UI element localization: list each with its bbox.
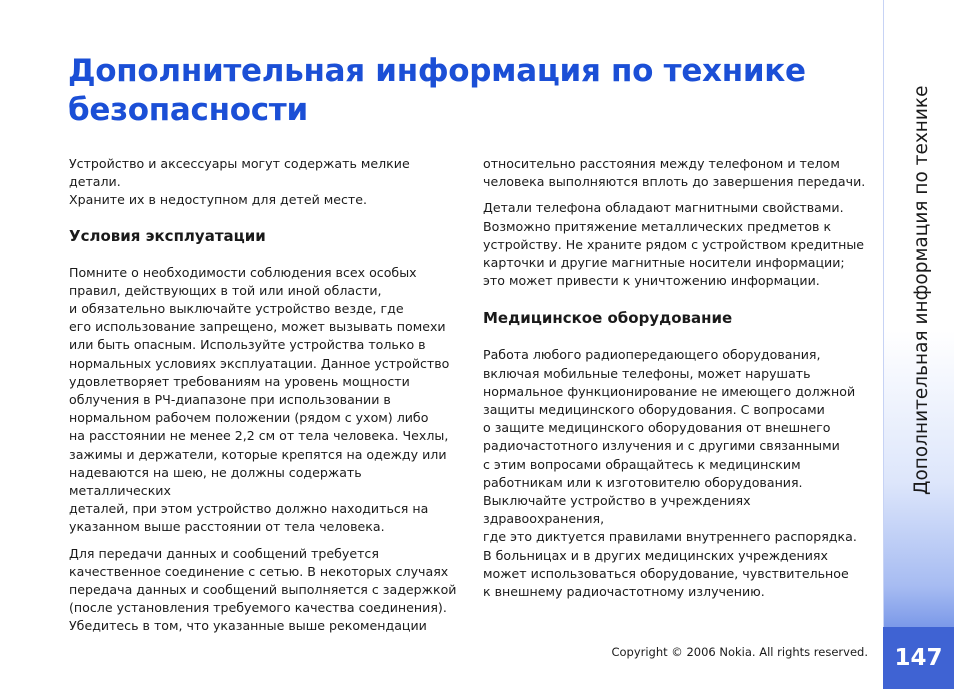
distance-continuation-paragraph: относительно расстояния между телефоном и телом человека выполняются вплоть до завершения передачи. bbox=[483, 156, 866, 190]
page-title-line-2: безопасности bbox=[68, 92, 308, 128]
operating-conditions-paragraph: Помните о необходимости соблюдения всех особых правил, действующих в той или иной области, и обязательно выключайте устройство везде, где его использование запрещено, может вызывать помехи или быть опасным. Используйте устройства только в нормальных условиях эксплуатации. Данное устройство удовлетворяет требованиям на уровень мощности облучения в РЧ-диапазоне при использовании в нормальном рабочем положении (рядом с ухом) либо на расстоянии не менее 2,2 см от тела человека. Чехлы, зажимы и держатели, которые крепятся на одежду или надеваются на шею, не должны содержать металлических деталей, при этом устройство должно находиться на указанном выше расстоянии от тела человека. bbox=[69, 264, 450, 535]
section-heading-operating-conditions: Условия эксплуатации bbox=[69, 226, 266, 245]
data-transfer-paragraph: Для передачи данных и сообщений требуется качественное соединение с сетью. В некоторых случаях передача данных и сообщений выполняется с задержкой (после установления требуемого качества соединения). Убедитесь в том, что указанные выше рекомендации bbox=[69, 545, 457, 634]
page-title bbox=[68, 52, 858, 130]
section-heading-medical-equipment: Медицинское оборудование bbox=[483, 309, 733, 328]
page-title-line-1: Дополнительная информация по технике bbox=[68, 53, 806, 89]
copyright-notice: Copyright © 2006 Nokia. All rights reserved. bbox=[611, 645, 868, 659]
right-column bbox=[483, 155, 867, 609]
medical-equipment-paragraph: Работа любого радиопередающего оборудования, включая мобильные телефоны, может нарушать нормальное функционирование не имеющего должной защиты медицинского оборудования. С вопросами о защите медицинского оборудования от внешнего радиочастотного излучения и с другими связанными с этим вопросами обращайтесь к медицинским работникам или к изготовителю оборудования. Выключайте устройство в учреждениях здравоохранения, где это диктуется правилами внутреннего распорядка. В больницах и в других медицинских учреждениях может использоваться оборудование, чувствительное к внешнему радиочастотному излучению. bbox=[483, 347, 857, 600]
magnetic-parts-paragraph: Детали телефона обладают магнитными свойствами. Возможно притяжение металлических предметов к устройству. Не храните рядом с устройством кредитные карточки и другие магнитные носители информации; это может привести к уничтожению информации. bbox=[483, 200, 865, 289]
side-tab-label: Дополнительная информация по технике bbox=[911, 85, 932, 495]
intro-paragraph: Устройство и аксессуары могут содержать мелкие детали. Храните их в недоступном для детей месте. bbox=[69, 156, 410, 208]
left-column bbox=[69, 155, 461, 644]
page-number: 147 bbox=[883, 627, 954, 689]
